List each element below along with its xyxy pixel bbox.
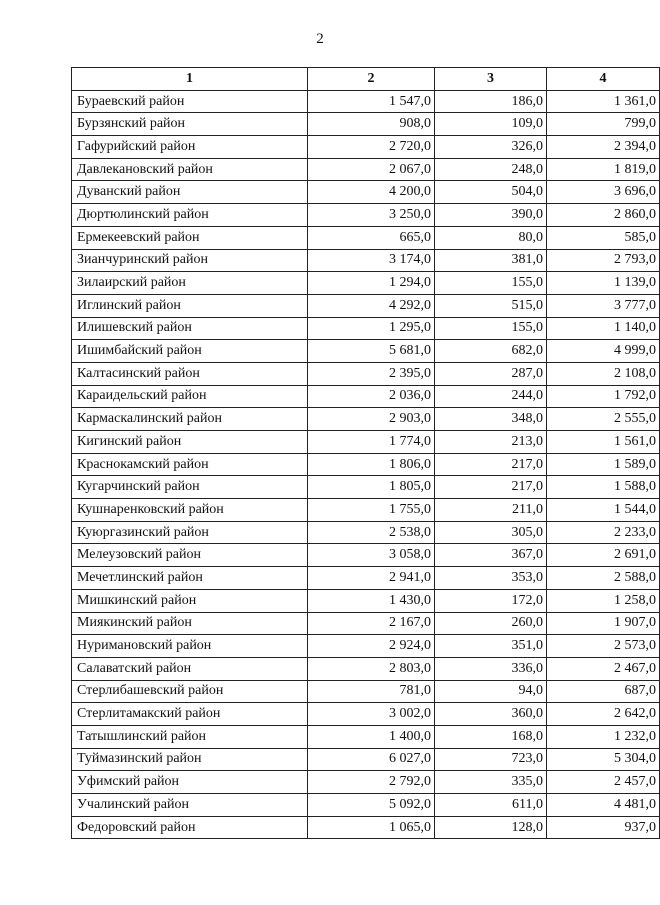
column-header-2: 2 (308, 68, 435, 91)
district-name-cell: Стерлитамакский район (72, 703, 308, 726)
value-cell-col2: 3 058,0 (308, 544, 435, 567)
district-name-cell: Ишимбайский район (72, 340, 308, 363)
table-row (72, 680, 660, 703)
district-name-cell: Ермекеевский район (72, 226, 308, 249)
district-name-cell: Учалинский район (72, 794, 308, 817)
value-cell-col4: 2 233,0 (547, 521, 660, 544)
district-name-cell: Уфимский район (72, 771, 308, 794)
district-name-cell: Иглинский район (72, 294, 308, 317)
value-cell-col3: 260,0 (435, 612, 547, 635)
value-cell-col3: 504,0 (435, 181, 547, 204)
value-cell-col3: 723,0 (435, 748, 547, 771)
value-cell-col2: 6 027,0 (308, 748, 435, 771)
value-cell-col3: 80,0 (435, 226, 547, 249)
value-cell-col2: 2 538,0 (308, 521, 435, 544)
value-cell-col4: 2 467,0 (547, 657, 660, 680)
value-cell-col2: 665,0 (308, 226, 435, 249)
column-header-4: 4 (547, 68, 660, 91)
value-cell-col2: 3 250,0 (308, 204, 435, 227)
value-cell-col3: 128,0 (435, 816, 547, 839)
table-row (72, 158, 660, 181)
district-name-cell: Зилаирский район (72, 272, 308, 295)
value-cell-col2: 2 903,0 (308, 408, 435, 431)
value-cell-col2: 1 294,0 (308, 272, 435, 295)
table-row (72, 317, 660, 340)
value-cell-col4: 2 394,0 (547, 136, 660, 159)
value-cell-col3: 611,0 (435, 794, 547, 817)
value-cell-col4: 1 819,0 (547, 158, 660, 181)
district-name-cell: Калтасинский район (72, 362, 308, 385)
table-row (72, 544, 660, 567)
district-name-cell: Давлекановский район (72, 158, 308, 181)
district-name-cell: Караидельский район (72, 385, 308, 408)
table-row (72, 340, 660, 363)
district-name-cell: Бурзянский район (72, 113, 308, 136)
table-header-row (72, 68, 660, 91)
table-row (72, 794, 660, 817)
value-cell-col4: 2 108,0 (547, 362, 660, 385)
value-cell-col3: 390,0 (435, 204, 547, 227)
value-cell-col4: 1 589,0 (547, 453, 660, 476)
value-cell-col2: 2 803,0 (308, 657, 435, 680)
value-cell-col3: 155,0 (435, 272, 547, 295)
value-cell-col3: 244,0 (435, 385, 547, 408)
value-cell-col4: 937,0 (547, 816, 660, 839)
table-row (72, 816, 660, 839)
table-row (72, 272, 660, 295)
value-cell-col4: 799,0 (547, 113, 660, 136)
value-cell-col4: 2 793,0 (547, 249, 660, 272)
table-row (72, 362, 660, 385)
table-row (72, 136, 660, 159)
value-cell-col3: 326,0 (435, 136, 547, 159)
district-name-cell: Миякинский район (72, 612, 308, 635)
value-cell-col2: 781,0 (308, 680, 435, 703)
value-cell-col4: 3 696,0 (547, 181, 660, 204)
value-cell-col4: 5 304,0 (547, 748, 660, 771)
value-cell-col3: 367,0 (435, 544, 547, 567)
value-cell-col4: 585,0 (547, 226, 660, 249)
value-cell-col3: 186,0 (435, 90, 547, 113)
table-row (72, 476, 660, 499)
value-cell-col4: 1 139,0 (547, 272, 660, 295)
value-cell-col2: 2 792,0 (308, 771, 435, 794)
table-row (72, 521, 660, 544)
value-cell-col3: 213,0 (435, 431, 547, 454)
table-row (72, 408, 660, 431)
value-cell-col2: 2 924,0 (308, 635, 435, 658)
value-cell-col3: 168,0 (435, 725, 547, 748)
value-cell-col3: 211,0 (435, 499, 547, 522)
value-cell-col4: 2 573,0 (547, 635, 660, 658)
table-body (72, 90, 660, 839)
table-row (72, 431, 660, 454)
value-cell-col4: 4 999,0 (547, 340, 660, 363)
value-cell-col2: 5 092,0 (308, 794, 435, 817)
column-header-3: 3 (435, 68, 547, 91)
district-name-cell: Кушнаренковский район (72, 499, 308, 522)
table-row (72, 725, 660, 748)
value-cell-col4: 1 792,0 (547, 385, 660, 408)
value-cell-col2: 3 002,0 (308, 703, 435, 726)
table-row (72, 181, 660, 204)
table-row (72, 771, 660, 794)
value-cell-col3: 94,0 (435, 680, 547, 703)
value-cell-col4: 1 232,0 (547, 725, 660, 748)
value-cell-col3: 335,0 (435, 771, 547, 794)
value-cell-col4: 1 588,0 (547, 476, 660, 499)
value-cell-col2: 1 774,0 (308, 431, 435, 454)
value-cell-col3: 109,0 (435, 113, 547, 136)
district-name-cell: Илишевский район (72, 317, 308, 340)
district-name-cell: Краснокамский район (72, 453, 308, 476)
district-name-cell: Дуванский район (72, 181, 308, 204)
table-row (72, 204, 660, 227)
district-name-cell: Дюртюлинский район (72, 204, 308, 227)
district-name-cell: Стерлибашевский район (72, 680, 308, 703)
value-cell-col4: 2 457,0 (547, 771, 660, 794)
table-row (72, 453, 660, 476)
column-header-1: 1 (72, 68, 308, 91)
value-cell-col2: 1 430,0 (308, 589, 435, 612)
value-cell-col2: 1 295,0 (308, 317, 435, 340)
district-name-cell: Кармаскалинский район (72, 408, 308, 431)
value-cell-col4: 3 777,0 (547, 294, 660, 317)
district-name-cell: Салаватский район (72, 657, 308, 680)
table-row (72, 385, 660, 408)
value-cell-col2: 4 292,0 (308, 294, 435, 317)
value-cell-col2: 1 755,0 (308, 499, 435, 522)
value-cell-col4: 2 642,0 (547, 703, 660, 726)
value-cell-col2: 2 941,0 (308, 567, 435, 590)
value-cell-col2: 2 395,0 (308, 362, 435, 385)
value-cell-col4: 1 544,0 (547, 499, 660, 522)
value-cell-col2: 2 036,0 (308, 385, 435, 408)
value-cell-col2: 2 167,0 (308, 612, 435, 635)
value-cell-col2: 1 065,0 (308, 816, 435, 839)
district-name-cell: Мелеузовский район (72, 544, 308, 567)
value-cell-col4: 1 907,0 (547, 612, 660, 635)
value-cell-col4: 4 481,0 (547, 794, 660, 817)
value-cell-col4: 687,0 (547, 680, 660, 703)
district-name-cell: Зианчуринский район (72, 249, 308, 272)
table-row (72, 226, 660, 249)
value-cell-col2: 2 067,0 (308, 158, 435, 181)
district-name-cell: Мечетлинский район (72, 567, 308, 590)
table-row (72, 748, 660, 771)
district-name-cell: Кигинский район (72, 431, 308, 454)
value-cell-col4: 2 860,0 (547, 204, 660, 227)
table-row (72, 567, 660, 590)
value-cell-col2: 1 547,0 (308, 90, 435, 113)
value-cell-col2: 4 200,0 (308, 181, 435, 204)
district-name-cell: Федоровский район (72, 816, 308, 839)
value-cell-col2: 1 400,0 (308, 725, 435, 748)
value-cell-col3: 155,0 (435, 317, 547, 340)
value-cell-col3: 682,0 (435, 340, 547, 363)
value-cell-col3: 305,0 (435, 521, 547, 544)
value-cell-col3: 217,0 (435, 453, 547, 476)
value-cell-col3: 515,0 (435, 294, 547, 317)
value-cell-col3: 351,0 (435, 635, 547, 658)
district-name-cell: Бураевский район (72, 90, 308, 113)
value-cell-col3: 172,0 (435, 589, 547, 612)
district-name-cell: Туймазинский район (72, 748, 308, 771)
district-name-cell: Куюргазинский район (72, 521, 308, 544)
value-cell-col2: 1 806,0 (308, 453, 435, 476)
value-cell-col2: 3 174,0 (308, 249, 435, 272)
value-cell-col4: 2 555,0 (547, 408, 660, 431)
value-cell-col3: 248,0 (435, 158, 547, 181)
value-cell-col2: 5 681,0 (308, 340, 435, 363)
value-cell-col2: 908,0 (308, 113, 435, 136)
value-cell-col2: 2 720,0 (308, 136, 435, 159)
value-cell-col3: 381,0 (435, 249, 547, 272)
table-row (72, 90, 660, 113)
district-name-cell: Кугарчинский район (72, 476, 308, 499)
district-name-cell: Нуримановский район (72, 635, 308, 658)
value-cell-col2: 1 805,0 (308, 476, 435, 499)
table-row (72, 612, 660, 635)
value-cell-col3: 348,0 (435, 408, 547, 431)
value-cell-col4: 2 691,0 (547, 544, 660, 567)
table-row (72, 703, 660, 726)
district-table (71, 67, 660, 839)
table-row (72, 635, 660, 658)
value-cell-col4: 1 361,0 (547, 90, 660, 113)
table-row (72, 589, 660, 612)
district-name-cell: Гафурийский район (72, 136, 308, 159)
table-row (72, 657, 660, 680)
table-row (72, 249, 660, 272)
value-cell-col3: 287,0 (435, 362, 547, 385)
value-cell-col4: 1 561,0 (547, 431, 660, 454)
value-cell-col4: 1 140,0 (547, 317, 660, 340)
table-row (72, 499, 660, 522)
value-cell-col4: 2 588,0 (547, 567, 660, 590)
table-row (72, 113, 660, 136)
district-name-cell: Татышлинский район (72, 725, 308, 748)
district-name-cell: Мишкинский район (72, 589, 308, 612)
value-cell-col3: 217,0 (435, 476, 547, 499)
table-row (72, 294, 660, 317)
value-cell-col4: 1 258,0 (547, 589, 660, 612)
value-cell-col3: 353,0 (435, 567, 547, 590)
value-cell-col3: 360,0 (435, 703, 547, 726)
value-cell-col3: 336,0 (435, 657, 547, 680)
page-number: 2 (316, 31, 324, 47)
